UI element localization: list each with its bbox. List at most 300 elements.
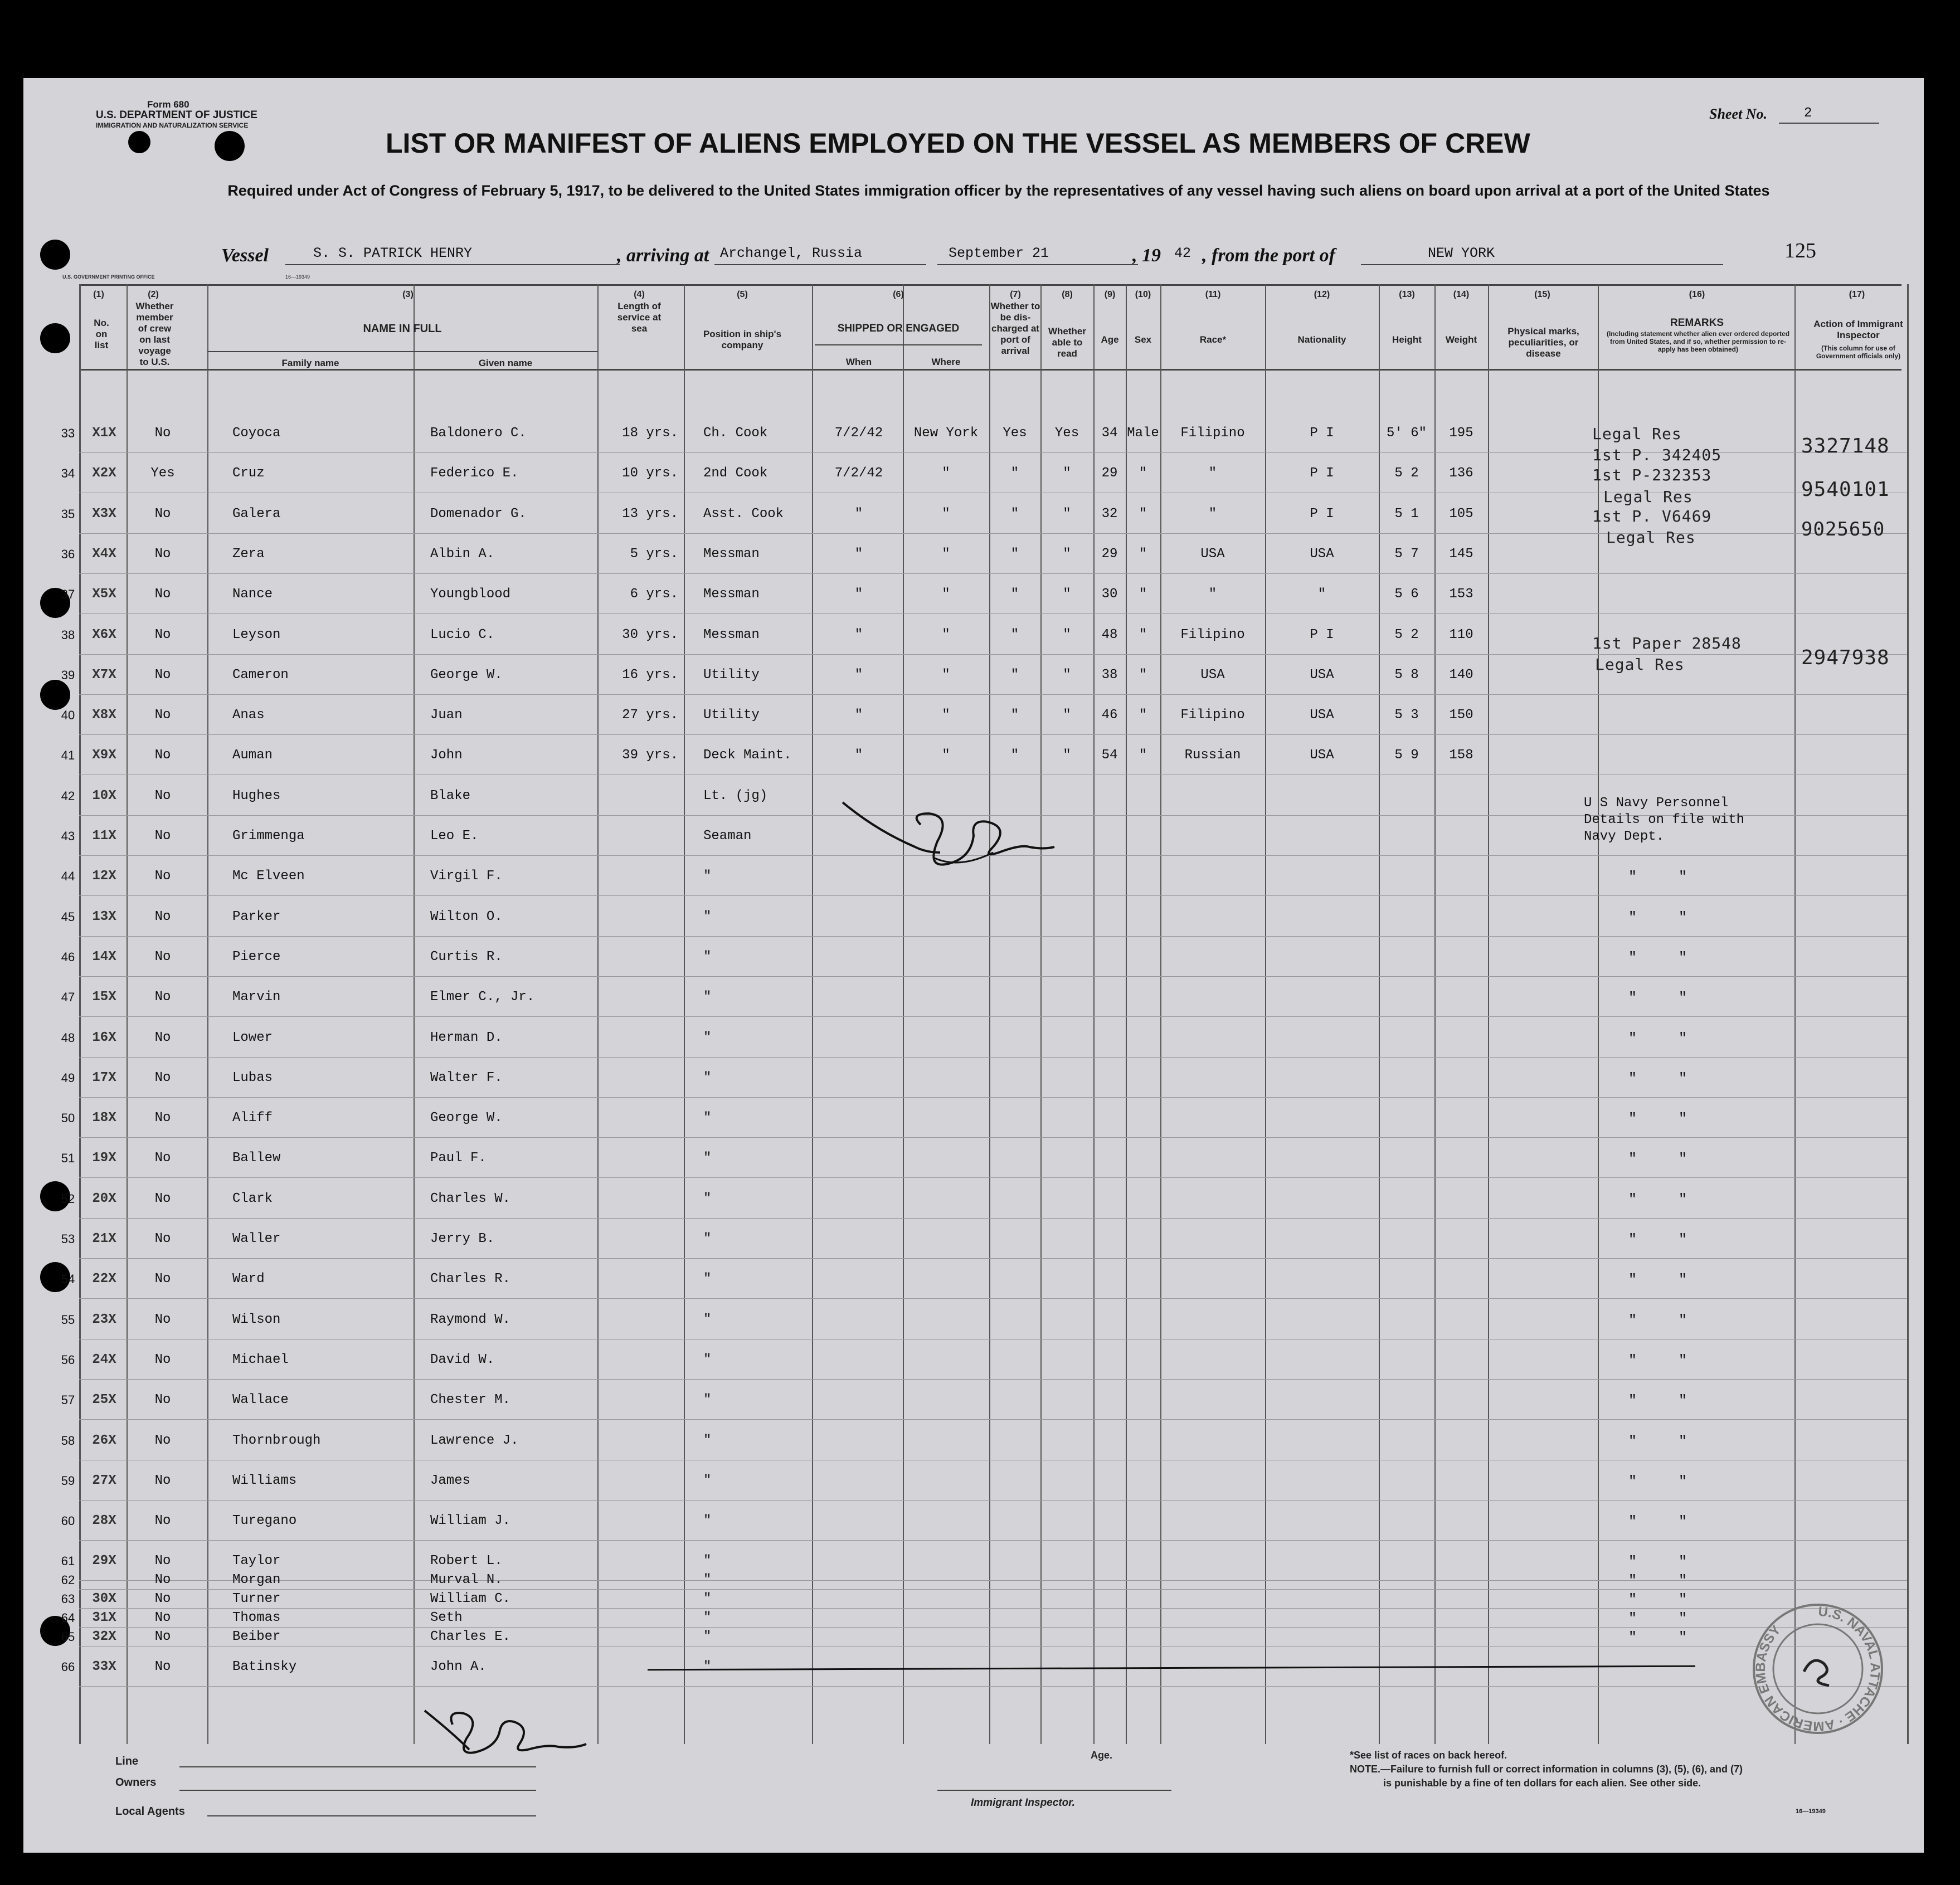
remarks-ditto: " " (1628, 869, 1687, 885)
cell-position: " (703, 1070, 712, 1085)
cell-where: " (942, 587, 950, 602)
cell-orig: X7X (92, 667, 116, 683)
cell-orig: 15X (92, 990, 116, 1005)
col17-subheader: (This column for use of Government officials only) (1816, 344, 1901, 360)
cell-disch: " (1010, 667, 1019, 683)
navy-remark-line2: Details on file with (1584, 812, 1745, 827)
cell-weight: 136 (1449, 466, 1473, 481)
cell-family: Pierce (232, 949, 281, 965)
cell-family: Beiber (232, 1629, 281, 1645)
cell-family: Nance (232, 587, 273, 602)
remarks-ditto: " " (1628, 1030, 1687, 1046)
cell-age: 54 (1101, 748, 1118, 763)
remarks-ditto: " " (1628, 990, 1687, 1006)
col11-number: (11) (1205, 290, 1221, 299)
cell-position: Lt. (jg) (703, 788, 768, 803)
cell-no: 42 (61, 788, 75, 803)
cell-age: 46 (1101, 708, 1118, 723)
cell-no: 51 (61, 1151, 75, 1166)
remarks-ditto: " " (1628, 1191, 1687, 1207)
col12-header: Nationality (1297, 334, 1346, 345)
cell-weight: 153 (1449, 587, 1473, 602)
col5-number: (5) (737, 290, 748, 299)
cell-race: Russian (1184, 748, 1241, 763)
cell-position: Messman (703, 587, 760, 602)
remarks-ditto: " " (1628, 1473, 1687, 1489)
cell-given: James (430, 1473, 471, 1488)
remarks-ditto: " " (1628, 1629, 1687, 1646)
cell-given: Baldonero C. (430, 426, 527, 441)
row-rule (79, 936, 1907, 937)
inspector-action-33: 3327148 (1801, 435, 1890, 457)
cell-given: Curtis R. (430, 949, 503, 965)
row-rule (79, 694, 1907, 695)
cell-orig: 10X (92, 788, 116, 803)
cell-orig: 19X (92, 1151, 116, 1166)
cell-position: Utility (703, 708, 760, 723)
col16-subheader: (Including statement whether alien ever ordered deported from United States, and if so, whether permission to re-apply has been obtained) (1606, 330, 1790, 353)
row-rule (79, 734, 1907, 735)
cell-nat: " (1317, 587, 1326, 602)
cell-given: Jerry B. (430, 1231, 495, 1246)
cell-family: Thomas (232, 1610, 281, 1626)
row-rule (79, 613, 1907, 614)
footer-line-label: Line (115, 1755, 139, 1767)
cell-no: 59 (61, 1473, 75, 1488)
cell-race: Filipino (1180, 627, 1245, 642)
service-name: IMMIGRATION AND NATURALIZATION SERVICE (96, 121, 249, 129)
cell-prev: No (154, 627, 171, 642)
cell-no: 54 (61, 1272, 75, 1287)
cell-height: 5 2 (1394, 627, 1419, 642)
remark-34-first-paper: 1st P-232353 (1592, 466, 1712, 484)
cell-sex: " (1139, 627, 1147, 642)
cell-orig: 26X (92, 1433, 116, 1448)
cell-nat: USA (1310, 667, 1334, 683)
cell-no: 33 (61, 426, 75, 440)
cell-read: " (1063, 708, 1071, 723)
col7-header: Whether to be dis-charged at port of arrival (990, 301, 1040, 356)
departure-port: NEW YORK (1428, 245, 1495, 261)
date-underline (937, 264, 1138, 265)
cell-prev: No (154, 1591, 171, 1607)
cell-orig: X2X (92, 466, 116, 481)
row-rule (79, 1339, 1907, 1340)
cell-given: Charles W. (430, 1191, 511, 1206)
cell-disch: " (1010, 546, 1019, 562)
cell-given: Domenador G. (430, 506, 527, 522)
cell-position: Asst. Cook (703, 506, 784, 522)
cell-family: Zera (232, 546, 265, 562)
manifest-sheet (23, 78, 1924, 1853)
cell-family: Cruz (232, 466, 265, 481)
col6-number: (6) (893, 290, 904, 299)
cell-sex: " (1139, 587, 1147, 602)
cell-position: " (703, 1151, 712, 1166)
cell-given: David W. (430, 1352, 495, 1367)
cell-prev: No (154, 1433, 171, 1448)
cell-family: Batinsky (232, 1659, 297, 1675)
col16-number: (16) (1689, 290, 1705, 299)
col10-header: Sex (1134, 334, 1152, 345)
cell-given: Lucio C. (430, 627, 495, 642)
punch-hole (215, 131, 245, 161)
cell-family: Williams (232, 1473, 297, 1488)
cell-family: Marvin (232, 990, 281, 1005)
cell-family: Leyson (232, 627, 281, 642)
cell-disch: " (1010, 466, 1019, 481)
cell-given: Virgil F. (430, 869, 503, 884)
remarks-ditto: " " (1628, 1231, 1687, 1248)
cell-prev: Yes (150, 466, 175, 481)
cell-position: " (703, 1473, 712, 1488)
cell-no: 45 (61, 909, 75, 924)
cell-position: " (703, 1312, 712, 1327)
cell-given: John A. (430, 1659, 487, 1675)
cell-disch: Yes (1003, 426, 1027, 441)
col1-header: No. on list (94, 318, 109, 350)
cell-service: 39 yrs. (622, 748, 678, 763)
cell-given: William C. (430, 1591, 511, 1607)
footer-note-fine: is punishable by a fine of ten dollars for each alien. See other side. (1383, 1777, 1701, 1789)
remarks-ditto: " " (1628, 1572, 1687, 1589)
cell-family: Cameron (232, 667, 289, 683)
cell-service: 5 yrs. (630, 546, 678, 562)
cell-where: " (942, 506, 950, 522)
remarks-ditto: " " (1628, 1513, 1687, 1530)
cell-age: 48 (1101, 627, 1118, 642)
row-rule (79, 1137, 1907, 1138)
inspector-signature-rule (937, 1790, 1171, 1791)
cell-family: Turegano (232, 1513, 297, 1529)
cell-orig: 27X (92, 1473, 116, 1488)
cell-where: " (942, 667, 950, 683)
row-rule (79, 1016, 1907, 1017)
cell-prev: No (154, 1272, 171, 1287)
cell-no: 61 (61, 1554, 75, 1569)
owner-signature (419, 1699, 609, 1772)
cell-prev: No (154, 587, 171, 602)
cell-prev: No (154, 909, 171, 924)
cell-when: " (854, 708, 863, 723)
cell-no: 64 (61, 1611, 75, 1625)
cell-given: Blake (430, 788, 471, 803)
cell-service: 16 yrs. (622, 667, 678, 683)
cell-position: " (703, 1591, 712, 1607)
cell-family: Michael (232, 1352, 289, 1367)
cell-given: George W. (430, 1110, 503, 1126)
row-rule (79, 654, 1907, 655)
cell-position: " (703, 1433, 712, 1448)
cell-when: 7/2/42 (834, 426, 883, 441)
cell-no: 43 (61, 829, 75, 843)
row-rule (79, 573, 1907, 574)
cell-prev: No (154, 829, 171, 844)
col13-header: Height (1392, 334, 1422, 345)
cell-prev: No (154, 1110, 171, 1126)
cell-orig: 31X (92, 1610, 116, 1626)
col13-number: (13) (1399, 290, 1415, 299)
cell-orig: X9X (92, 748, 116, 763)
remarks-ditto: " " (1628, 1110, 1687, 1127)
cell-when: " (854, 627, 863, 642)
cell-family: Mc Elveen (232, 869, 305, 884)
cell-family: Parker (232, 909, 281, 924)
cell-given: Chester M. (430, 1392, 511, 1408)
col17-number: (17) (1849, 290, 1865, 299)
row-rule (79, 1218, 1907, 1219)
cell-nat: USA (1310, 748, 1334, 763)
cell-family: Ballew (232, 1151, 281, 1166)
cell-age: 32 (1101, 506, 1118, 522)
col1-number: (1) (93, 290, 104, 299)
col3-sub-rule (207, 351, 597, 352)
cell-prev: No (154, 546, 171, 562)
col6a-header: When (845, 357, 872, 367)
remark-34-legal-res: Legal Res (1603, 488, 1693, 506)
cell-sex: " (1139, 708, 1147, 723)
cell-family: Lubas (232, 1070, 273, 1085)
cell-sex: " (1139, 546, 1147, 562)
cell-height: 5 1 (1394, 506, 1419, 522)
cell-nat: P I (1310, 506, 1334, 522)
cell-position: " (703, 1629, 712, 1645)
cell-orig: 14X (92, 949, 116, 965)
cell-no: 41 (61, 748, 75, 763)
row-rule (79, 1097, 1907, 1098)
cell-no: 37 (61, 587, 75, 602)
cell-family: Morgan (232, 1572, 281, 1588)
col4-header: Length of service at sea (617, 301, 662, 334)
row-rule (79, 1379, 1907, 1380)
cell-prev: No (154, 1151, 171, 1166)
punch-hole (40, 240, 70, 270)
cell-prev: No (154, 1659, 171, 1675)
cell-no: 55 (61, 1312, 75, 1327)
footer-inspector-label: Immigrant Inspector. (971, 1797, 1075, 1809)
cell-prev: No (154, 426, 171, 441)
cell-family: Lower (232, 1030, 273, 1045)
row-rule (79, 1686, 1907, 1687)
cell-no: 36 (61, 547, 75, 561)
row-rule (79, 976, 1907, 977)
cell-no: 38 (61, 627, 75, 642)
department-name: U.S. DEPARTMENT OF JUSTICE (96, 109, 257, 121)
cell-sex: " (1139, 466, 1147, 481)
cell-age: 29 (1101, 546, 1118, 562)
footer-rule-1 (179, 1766, 536, 1767)
form-number: Form 680 (147, 99, 189, 110)
cell-prev: No (154, 1312, 171, 1327)
cell-prev: No (154, 1513, 171, 1529)
col17-header: Action of Immigrant Inspector (1813, 319, 1903, 340)
remark-33-legal-res: Legal Res (1592, 425, 1682, 443)
cell-read: " (1063, 748, 1071, 763)
col2-header: Whether member of crew on last voyage to U.S. (135, 301, 174, 367)
vessel-name: S. S. PATRICK HENRY (313, 245, 473, 261)
cell-family: Clark (232, 1191, 273, 1206)
cell-disch: " (1010, 506, 1019, 522)
cell-prev: No (154, 1070, 171, 1085)
cell-orig: 18X (92, 1110, 116, 1126)
cell-where: " (942, 546, 950, 562)
cell-no: 35 (61, 506, 75, 521)
inspector-action-35: 9025650 (1801, 518, 1885, 540)
cell-position: " (703, 1659, 712, 1675)
cell-when: " (854, 667, 863, 683)
footer-form-code: 16—19349 (1796, 1808, 1826, 1815)
cell-prev: No (154, 788, 171, 803)
col12-number: (12) (1314, 290, 1330, 299)
cell-no: 66 (61, 1660, 75, 1674)
col4-number: (4) (634, 290, 645, 299)
cell-position: " (703, 1572, 712, 1588)
remarks-ditto: " " (1628, 1591, 1687, 1608)
cell-orig: 29X (92, 1553, 116, 1569)
cell-orig: 21X (92, 1231, 116, 1246)
row-rule (79, 895, 1907, 896)
cell-no: 65 (61, 1630, 75, 1644)
cell-orig: X8X (92, 708, 116, 723)
cell-given: Charles R. (430, 1272, 511, 1287)
remark-35-first-paper: 1st P. V6469 (1592, 507, 1712, 525)
col6-sub-rule (815, 344, 982, 345)
cell-age: 30 (1101, 587, 1118, 602)
cell-no: 39 (61, 668, 75, 682)
cell-where: New York (913, 426, 979, 441)
cell-service: 6 yrs. (630, 587, 678, 602)
table-top-rule (79, 284, 1901, 286)
year-prefix: , 19 (1132, 245, 1161, 266)
cell-orig: 23X (92, 1312, 116, 1327)
cell-nat: P I (1310, 466, 1334, 481)
col9-number: (9) (1104, 290, 1116, 299)
col3b-header: Given name (478, 358, 533, 368)
stamp-text: U.S. NAVAL ATTACHE · AMERICAN EMBASSY (1753, 1604, 1883, 1734)
cell-orig: 33X (92, 1659, 116, 1675)
cell-sex: " (1139, 667, 1147, 683)
cell-no: 56 (61, 1352, 75, 1367)
cell-position: " (703, 1610, 712, 1626)
cell-prev: No (154, 1392, 171, 1408)
vessel-label: Vessel (221, 245, 269, 266)
col3a-header: Family name (281, 358, 339, 368)
cell-service: 10 yrs. (622, 466, 678, 481)
cell-position: " (703, 1513, 712, 1529)
cell-height: 5 9 (1394, 748, 1419, 763)
cell-position: " (703, 1030, 712, 1045)
col6b-header: Where (931, 357, 961, 367)
col8-number: (8) (1062, 290, 1073, 299)
cell-prev: No (154, 667, 171, 683)
cell-position: " (703, 1272, 712, 1287)
remarks-ditto: " " (1628, 1312, 1687, 1328)
cell-no: 58 (61, 1433, 75, 1448)
arrival-year: 42 (1174, 245, 1191, 261)
cell-prev: No (154, 1629, 171, 1645)
cell-height: 5' 6" (1386, 426, 1427, 441)
cell-read: " (1063, 627, 1071, 642)
remarks-ditto: " " (1628, 1392, 1687, 1409)
page-title: LIST OR MANIFEST OF ALIENS EMPLOYED ON THE VESSEL AS MEMBERS OF CREW (386, 128, 1530, 159)
cell-disch: " (1010, 708, 1019, 723)
cell-no: 46 (61, 949, 75, 964)
cell-race: USA (1200, 546, 1225, 562)
cell-no: 62 (61, 1573, 75, 1587)
cell-given: Paul F. (430, 1151, 487, 1166)
row-rule (79, 1500, 1907, 1501)
port-underline (1361, 264, 1723, 265)
cell-given: Youngblood (430, 587, 511, 602)
cell-race: " (1208, 587, 1217, 602)
header-bottom-rule (79, 369, 1901, 371)
cell-prev: No (154, 1191, 171, 1206)
cell-disch: " (1010, 627, 1019, 642)
cell-position: " (703, 909, 712, 924)
cell-no: 50 (61, 1111, 75, 1126)
cell-orig: 16X (92, 1030, 116, 1045)
cell-disch: " (1010, 587, 1019, 602)
cell-race: USA (1200, 667, 1225, 683)
col15-number: (15) (1534, 290, 1550, 299)
cell-family: Wilson (232, 1312, 281, 1327)
cell-position: " (703, 1191, 712, 1206)
cell-orig: X3X (92, 506, 116, 522)
cell-prev: No (154, 708, 171, 723)
cell-orig: 32X (92, 1629, 116, 1645)
page-subtitle: Required under Act of Congress of February 5, 1917, to be delivered to the United States immigration officer by the representatives of any vessel having such aliens on board upon arrival at a port of the United States (227, 182, 1770, 199)
cell-weight: 105 (1449, 506, 1473, 522)
footer-agents-label: Local Agents (115, 1805, 185, 1818)
remark-35-legal-res: Legal Res (1606, 528, 1696, 547)
cell-no: 40 (61, 708, 75, 723)
cell-weight: 140 (1449, 667, 1473, 683)
remarks-ditto: " " (1628, 1272, 1687, 1288)
footer-owners-label: Owners (115, 1776, 157, 1789)
cell-service: 30 yrs. (622, 627, 678, 642)
table-row (23, 744, 1924, 767)
printing-office: U.S. GOVERNMENT PRINTING OFFICE (62, 274, 155, 280)
cell-prev: No (154, 748, 171, 763)
cell-family: Hughes (232, 788, 281, 803)
cell-where: " (942, 708, 950, 723)
master-signature-mid (831, 791, 1093, 886)
row-rule (79, 1298, 1907, 1299)
col3-number: (3) (402, 290, 414, 299)
inspector-action-34: 9540101 (1801, 478, 1890, 501)
vessel-underline (285, 264, 620, 265)
cell-given: Charles E. (430, 1629, 511, 1645)
cell-family: Coyoca (232, 426, 281, 441)
cell-position: Messman (703, 546, 760, 562)
cell-prev: No (154, 1231, 171, 1246)
cell-where: " (942, 627, 950, 642)
remarks-ditto: " " (1628, 1070, 1687, 1087)
cell-position: " (703, 1110, 712, 1126)
cell-orig: 17X (92, 1070, 116, 1085)
cell-given: George W. (430, 667, 503, 683)
cell-position: " (703, 869, 712, 884)
footer-note-races: *See list of races on back hereof. (1350, 1750, 1507, 1761)
cell-weight: 110 (1449, 627, 1473, 642)
cell-given: Leo E. (430, 829, 479, 844)
cell-no: 52 (61, 1191, 75, 1206)
printing-number: 16—19349 (285, 274, 310, 280)
naval-attache-stamp (1751, 1599, 1885, 1738)
cell-when: " (854, 506, 863, 522)
cell-family: Aliff (232, 1110, 273, 1126)
cell-prev: No (154, 1553, 171, 1569)
